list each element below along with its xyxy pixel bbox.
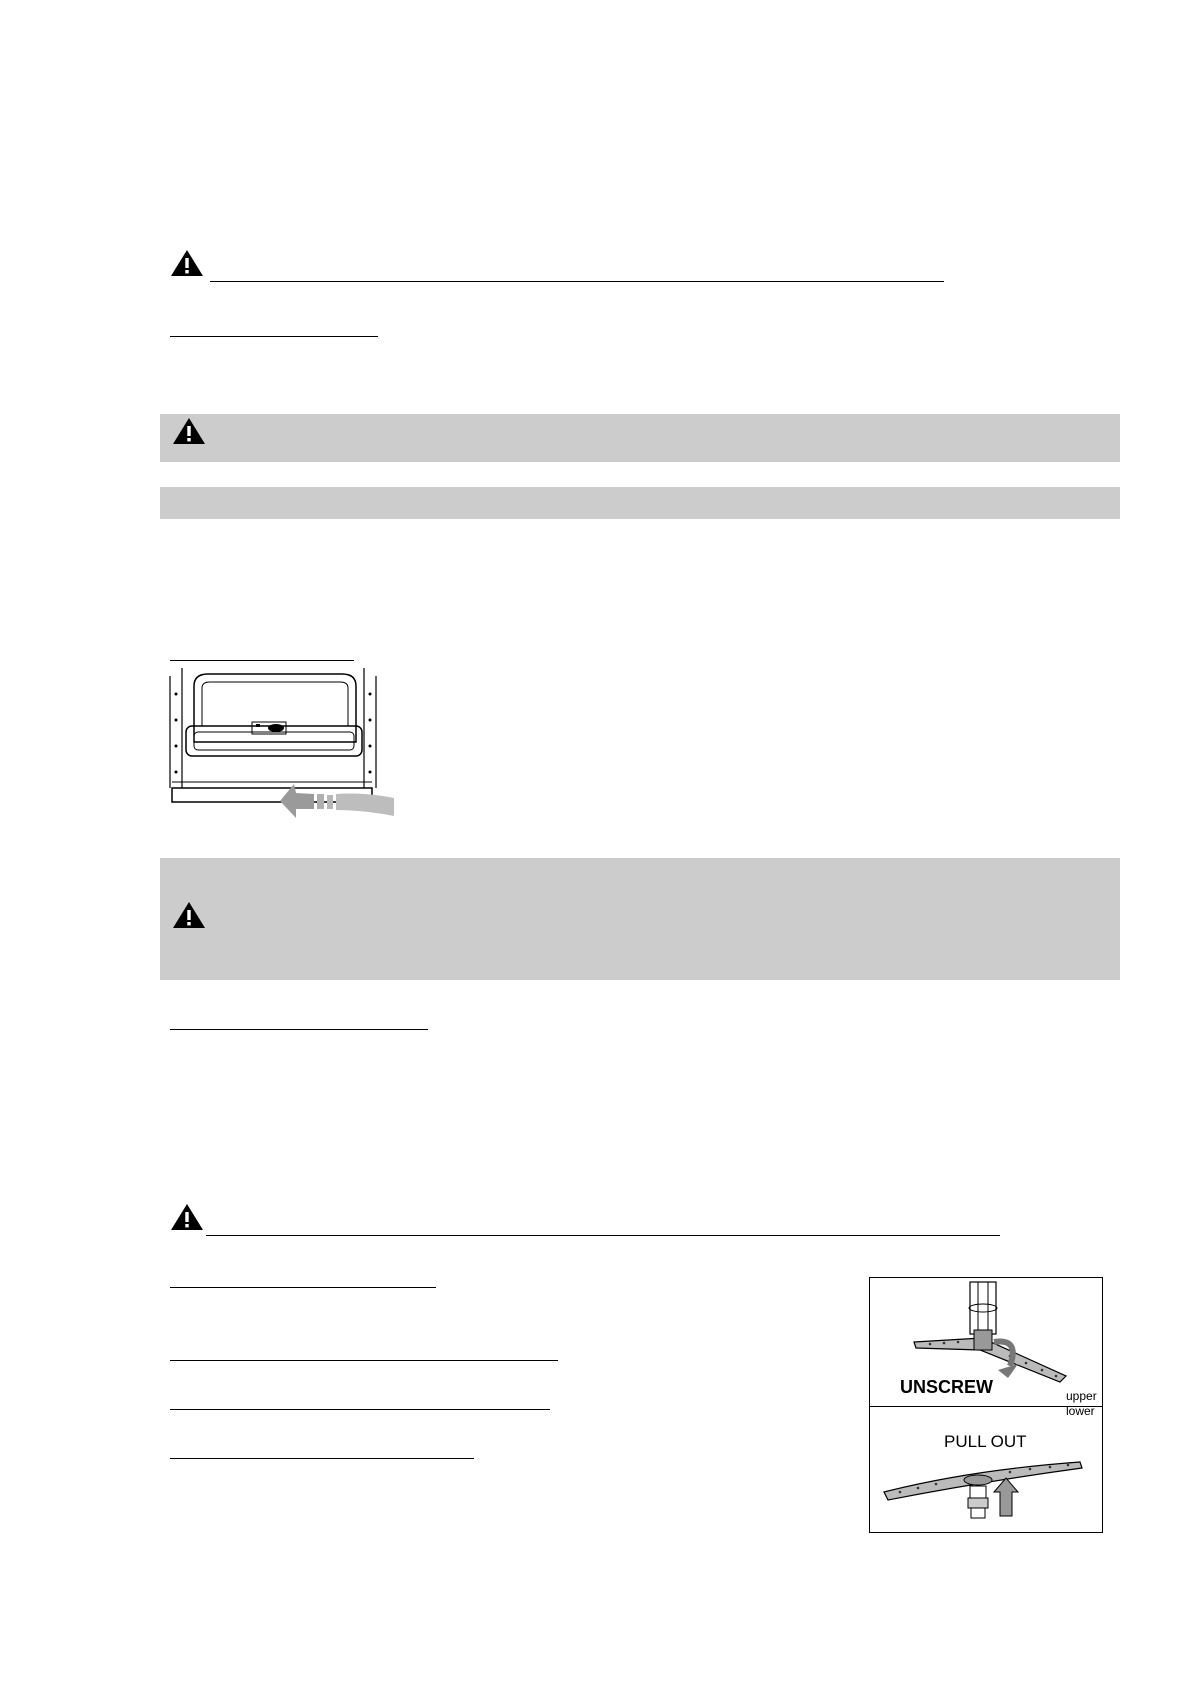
spray-arm-figure [869,1277,1103,1533]
figure-caption-rule [170,660,354,661]
upper-label: upper [1066,1389,1097,1403]
warning-icon [172,416,206,446]
list-item-rule [170,1409,550,1410]
filter-removal-figure [164,664,398,828]
subheading-rule [170,1029,428,1030]
warning-band [160,414,1120,462]
warning-band [160,858,1120,980]
section-band [160,487,1120,519]
warning-icon [170,248,204,278]
heading-rule [206,1235,1000,1236]
list-item-rule [170,1360,558,1361]
unscrew-label: UNSCREW [900,1377,993,1397]
list-item-rule [170,1458,474,1459]
warning-icon [170,1202,204,1232]
pull-out-label: PULL OUT [944,1432,1027,1451]
lower-label: lower [1066,1404,1095,1418]
subheading-rule [170,336,378,337]
warning-icon [172,900,206,930]
list-item-rule [170,1287,436,1288]
lower-spray-arm-drawing [870,1406,1102,1532]
heading-rule [210,281,944,282]
